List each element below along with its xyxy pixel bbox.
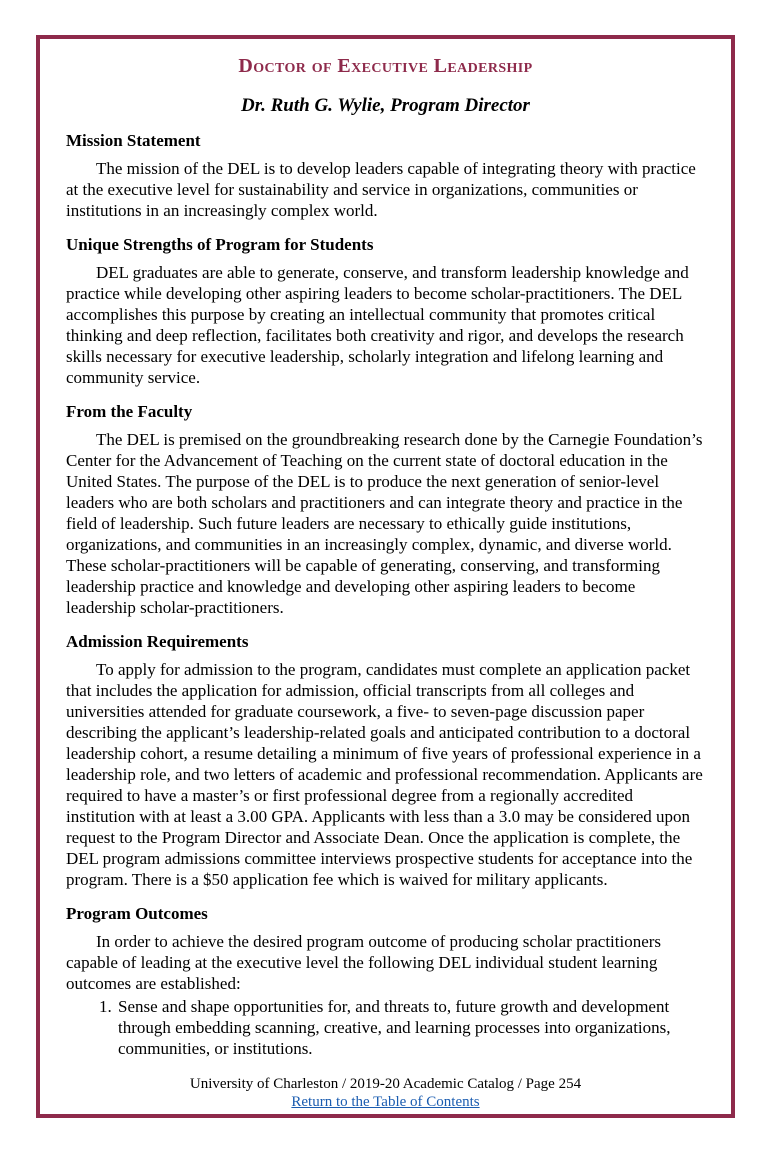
page-title: Doctor of Executive Leadership	[238, 55, 533, 77]
paragraph: In order to achieve the desired program outcome of producing scholar practitioners capable of leading at the executive level the following DEL individual student learning outcomes are established:	[66, 932, 662, 993]
paragraph: To apply for admission to the program, candidates must complete an application packet that includes the application for admission, official transcripts from all colleges and universities attended for graduate coursework, a five- to seven-page discussion paper describing the applicant’s leadership-related goals and anticipated contribution to a doctoral leadership cohort, a resume detailing a minimum of five years of professional experience in a leadership role, and two letters of academic and professional recommendation. Applicants are required to have a master’s or first professional degree from a regionally accredited institution with at least a 3.00 GPA. Applicants with less than a 3.0 may be considered upon request to the Program Director and Associate Dean. Once the application is complete, the DEL program admissions committee interviews prospective students for acceptance into the program. There is a $50 application fee which is waived for military applicants.	[66, 660, 703, 889]
section-program-outcomes	[66, 890, 705, 1059]
paragraph: The mission of the DEL is to develop leaders capable of integrating theory with practice at the executive level for sustainability and service in organizations, communities or institutions in an increasingly complex world.	[66, 159, 696, 220]
section-heading: From the Faculty	[66, 402, 193, 421]
document-page	[36, 35, 735, 1118]
section-mission-statement	[66, 117, 705, 221]
program-director-byline: Dr. Ruth G. Wylie, Program Director	[241, 95, 530, 116]
section-heading: Mission Statement	[66, 131, 201, 150]
outcomes-list	[66, 996, 705, 1059]
return-to-table-of-contents-link[interactable]: Return to the Table of Contents	[291, 1094, 480, 1110]
section-heading: Program Outcomes	[66, 904, 208, 923]
catalog-page-line: University of Charleston / 2019-20 Academic Catalog / Page 254	[189, 1076, 582, 1092]
section-heading: Unique Strengths of Program for Students	[66, 235, 374, 254]
paragraph: DEL graduates are able to generate, conserve, and transform leadership knowledge and practice while developing other aspiring leaders to become scholar-practitioners. The DEL accomplishes this purpose by creating an intellectual community that promotes critical thinking and deep reflection, facilitates both creativity and rigor, and develops the research skills necessary for executive leadership, scholarly integration and lifelong learning and community service.	[66, 263, 689, 387]
footer	[66, 1075, 705, 1111]
paragraph: The DEL is premised on the groundbreaking research done by the Carnegie Foundation’s Center for the Advancement of Teaching on the current state of doctoral education in the United States. The purpose of the DEL is to produce the next generation of senior-level leaders who are both scholars and practitioners and can integrate theory and practice in the field of leadership. Such future leaders are necessary to ethically guide institutions, organizations, and communities in an increasingly complex, dynamic, and diverse world. These scholar-practitioners will be capable of generating, conserving, and transforming leadership practice and knowledge and developing other aspiring leaders to become leadership scholar-practitioners.	[66, 430, 703, 617]
section-admission-requirements	[66, 618, 705, 890]
section-unique-strengths	[66, 221, 705, 388]
outcome-list-item: 1. Sense and shape opportunities for, and threats to, future growth and development through embedding scanning, creative, and learning processes into organizations, communities, or institutions.	[116, 996, 705, 1059]
section-from-the-faculty	[66, 388, 705, 618]
section-heading: Admission Requirements	[66, 632, 249, 651]
